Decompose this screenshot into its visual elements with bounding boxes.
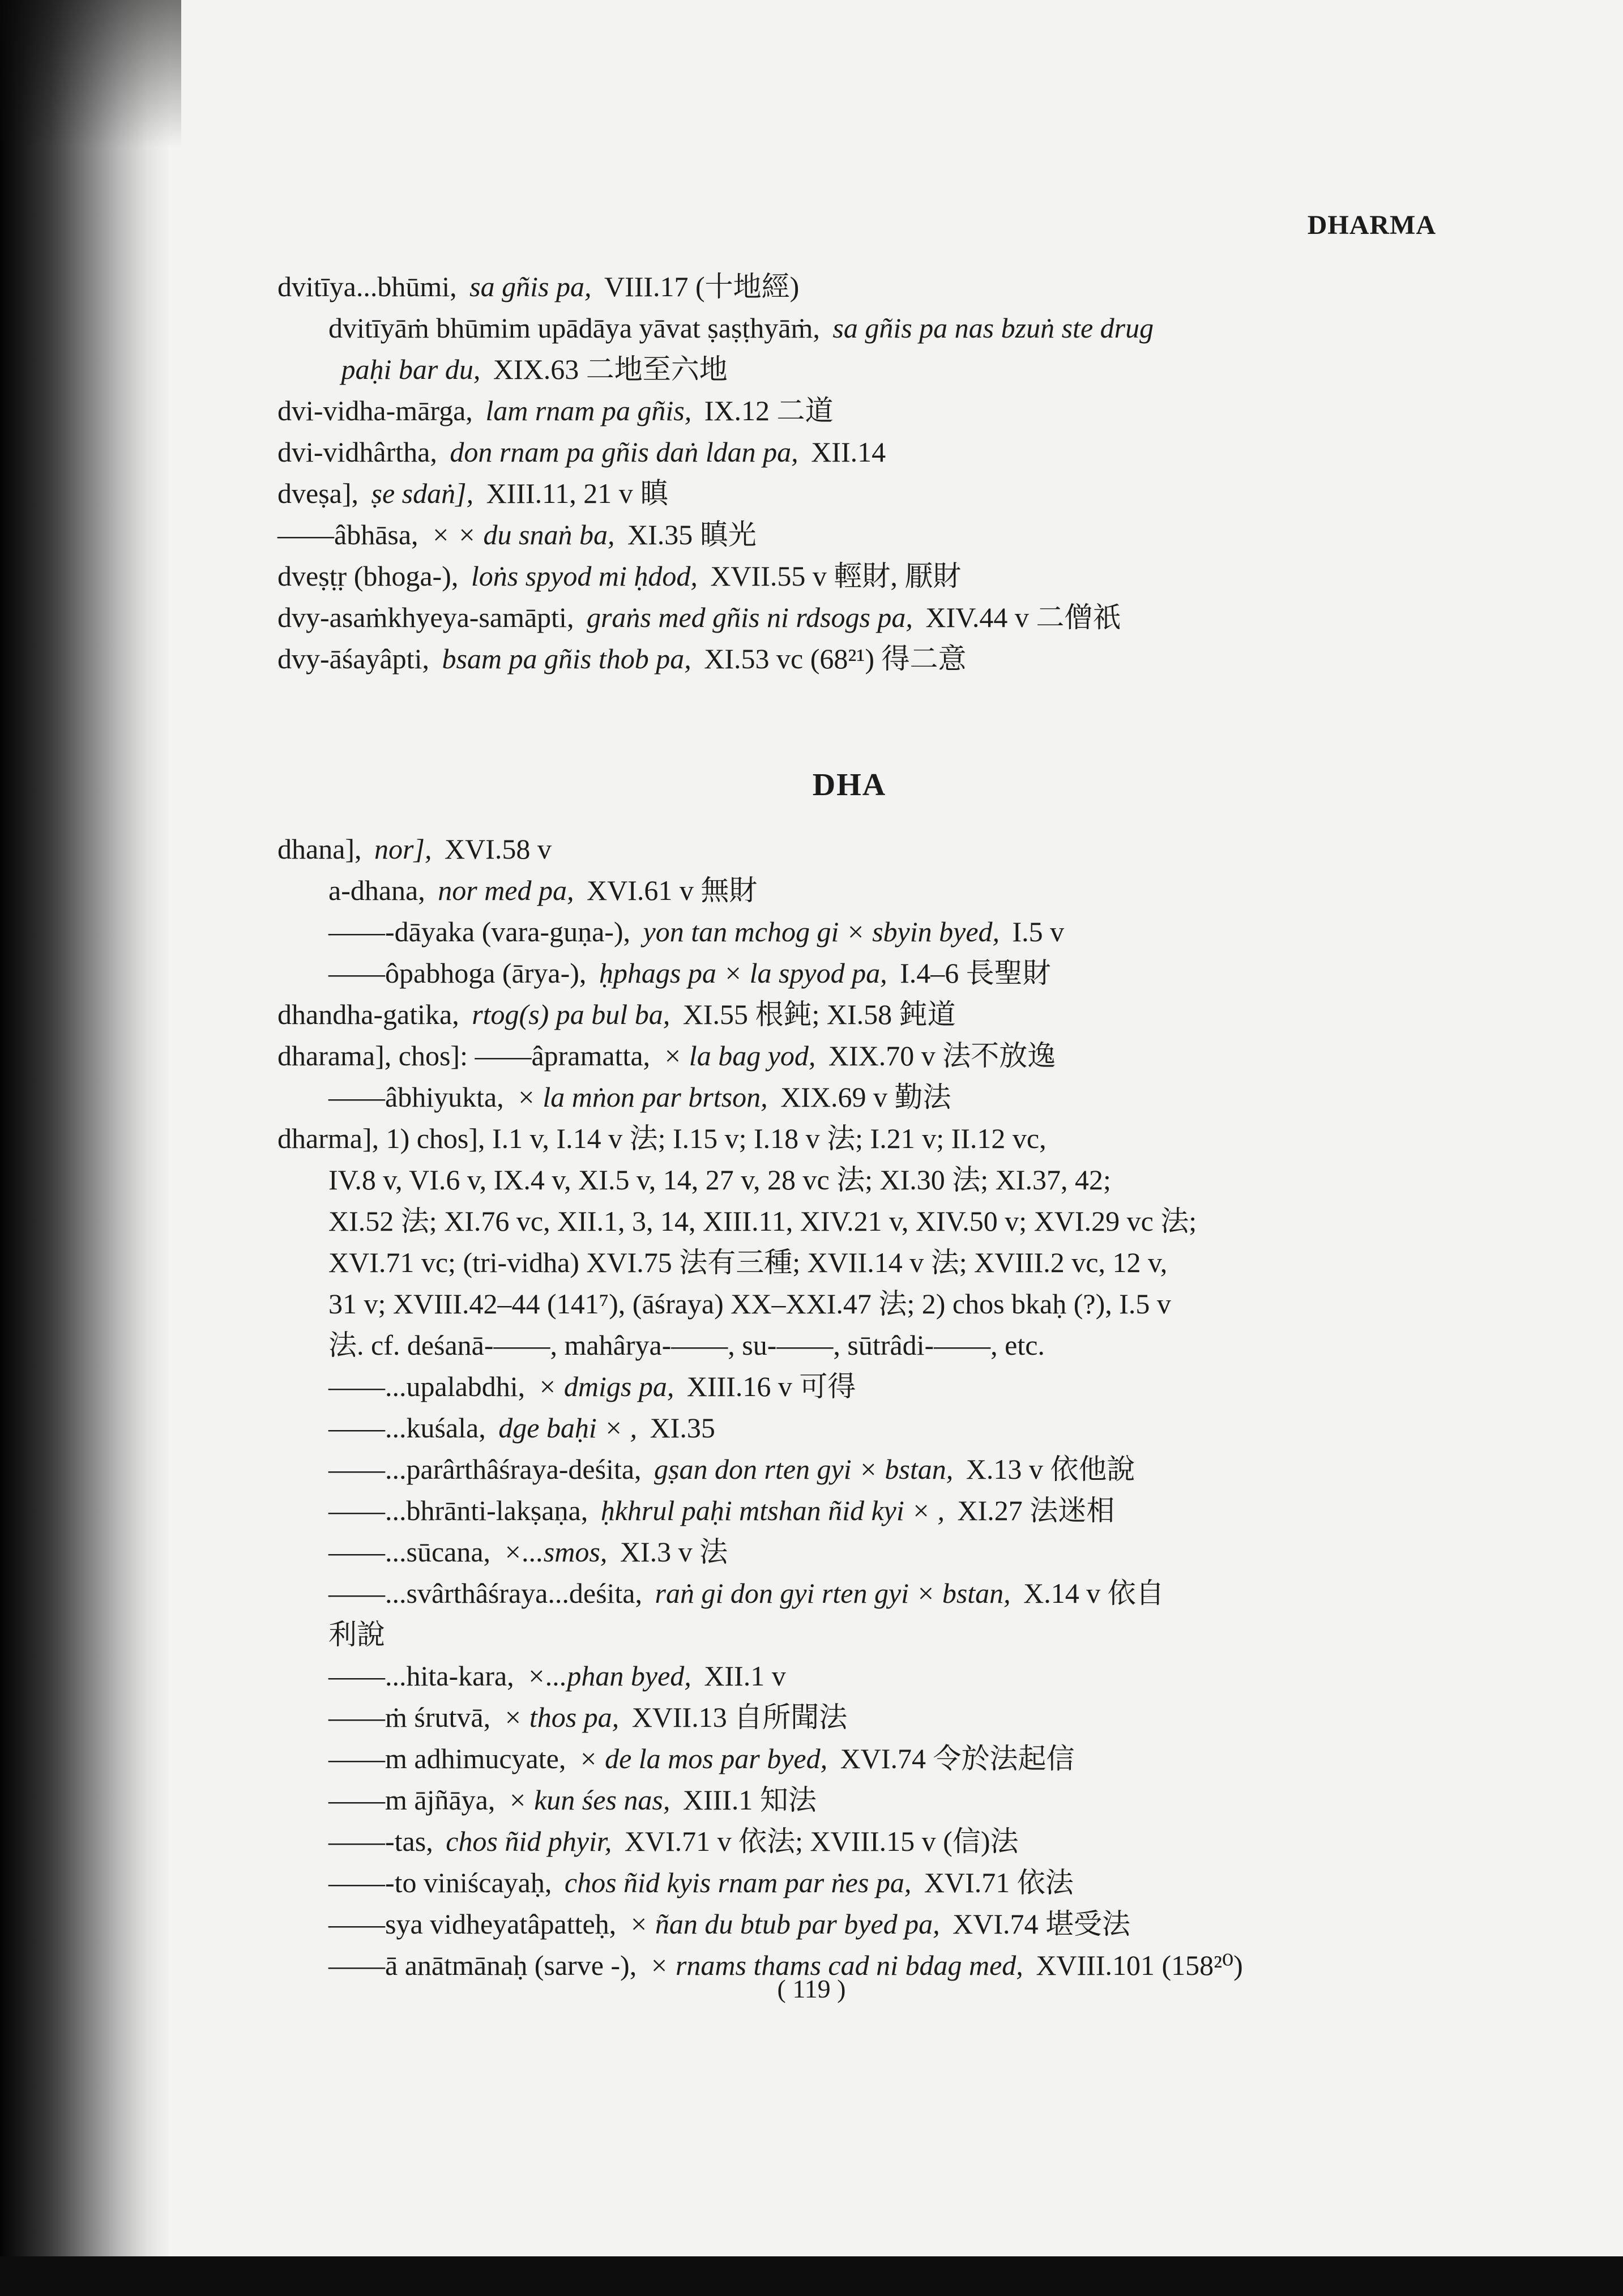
dictionary-entry: [277, 597, 1421, 638]
entry-reference: XI.27 法迷相: [957, 1495, 1115, 1526]
dharma-line: IV.8 v, VI.6 v, IX.4 v, XI.5 v, 14, 27 v, 28 vc 法; XI.30 法; XI.37, 42;: [328, 1164, 1111, 1196]
entry-headword: ——-dāyaka (vara-guṇa-),: [328, 916, 631, 948]
entry-reference: XIV.44 v 二僧祇: [925, 601, 1121, 633]
entry-reference: XVI.61 v 無財: [587, 874, 758, 906]
entry-reference: XIII.11, 21 v 瞋: [486, 477, 669, 509]
entry-tibetan: ×...smos,: [503, 1536, 608, 1568]
dha-entries-c: [277, 1655, 1421, 1986]
entry-tibetan: × kun śes nas,: [507, 1784, 670, 1816]
dictionary-entry: [277, 266, 1421, 308]
entry-headword: ——âbhāsa,: [277, 519, 418, 550]
entry-tibetan: loṅs spyod mi ḥdod,: [471, 560, 698, 592]
entry-headword: ——...parârthâśraya-deśita,: [328, 1453, 642, 1485]
dharma-line: XVI.71 vc; (tri-vidha) XVI.75 法有三種; XVII.14 v 法; XVIII.2 vc, 12 v,: [328, 1247, 1168, 1278]
dictionary-entry: [277, 1366, 1421, 1407]
entry-tibetan: ṣe sdaṅ],: [371, 477, 474, 509]
entry-reference: XVII.55 v 輕財, 厭財: [710, 560, 962, 592]
continuation-line: 利說: [328, 1619, 385, 1650]
dictionary-entry: [277, 390, 1421, 432]
entry-headword: dhana],: [277, 833, 362, 865]
entry-reference: XI.3 v 法: [620, 1536, 728, 1568]
entry-reference: XII.1 v: [704, 1660, 786, 1692]
dictionary-entry: [277, 1035, 1421, 1077]
entry-reference: XVII.13 自所聞法: [631, 1701, 848, 1733]
entry-reference: X.14 v 依自: [1023, 1577, 1164, 1609]
entry-headword: dveṣṭṛ (bhoga-),: [277, 560, 459, 592]
dictionary-entry: [277, 514, 1421, 556]
entry-headword: dvi-vidhârtha,: [277, 436, 437, 468]
entry-reference: I.4–6 長聖財: [900, 957, 1051, 989]
entry-tibetan: rtog(s) pa bul ba,: [472, 998, 670, 1030]
dictionary-entry: [277, 473, 1421, 514]
entry-headword: ——...bhrānti-lakṣaṇa,: [328, 1495, 588, 1526]
dictionary-entry: [277, 556, 1421, 597]
entry-reference: XI.35 瞋光: [627, 519, 757, 550]
entry-reference: XII.14: [811, 436, 886, 468]
dictionary-entry: [277, 1655, 1421, 1697]
dictionary-entry: [277, 1779, 1421, 1821]
entry-headword: ——ôpabhoga (ārya-),: [328, 957, 587, 989]
dictionary-entry: [277, 1904, 1421, 1945]
entry-tibetan: × la bag yod,: [663, 1040, 816, 1072]
entry-tibetan: lam rnam pa gñis,: [485, 395, 692, 426]
entry-reference: XIX.69 v 勤法: [780, 1081, 951, 1113]
dictionary-entry: [277, 1862, 1421, 1904]
entry-tibetan: chos ñid kyis rnam par ṅes pa,: [564, 1867, 912, 1898]
entry-reference: XI.55 根鈍; XI.58 鈍道: [682, 998, 956, 1030]
entry-reference: XVI.74 令於法起信: [840, 1743, 1075, 1774]
dictionary-entry: [277, 1697, 1421, 1738]
dictionary-page-body: [277, 266, 1421, 1986]
entry-headword: ——m ājñāya,: [328, 1784, 496, 1816]
dictionary-entry: [277, 911, 1421, 953]
entry-headword: ——...sūcana,: [328, 1536, 491, 1568]
entry-tibetan: sa gñis pa nas bzuṅ ste drug: [832, 312, 1154, 344]
dictionary-entry: [277, 994, 1421, 1035]
dictionary-entry: [277, 1573, 1421, 1614]
entry-headword: ——...svârthâśraya...deśita,: [328, 1577, 643, 1609]
entry-reference: I.5 v: [1012, 916, 1065, 948]
dictionary-entry: [277, 870, 1421, 911]
dictionary-entry: [277, 1738, 1421, 1779]
entry-headword: ——ā anātmānaḥ (sarve -),: [328, 1949, 637, 1981]
entry-tibetan: ×...phan byed,: [527, 1660, 691, 1692]
dictionary-entry: [277, 829, 1421, 870]
entry-headword: ——sya vidheyatâpatteḥ,: [328, 1908, 617, 1940]
dharma-line: 31 v; XVIII.42–44 (141⁷), (āśraya) XX–XXI.47 法; 2) chos bkaḥ (?), I.5 v: [328, 1288, 1171, 1320]
dictionary-entry: [277, 1490, 1421, 1531]
entry-tibetan: × rnams thams cad ni bdag med,: [649, 1949, 1023, 1981]
entry-reference: XIII.1 知法: [682, 1784, 817, 1816]
entry-tibetan: graṅs med gñis ni rdsogs pa,: [586, 601, 913, 633]
entry-tibetan: ḥphags pa × la spyod pa,: [599, 957, 887, 989]
entry-tibetan: gṣan don rten gyi × bstan,: [654, 1453, 954, 1485]
dha-entries-b: [277, 1366, 1421, 1614]
entry-headword: ——-to viniścayaḥ,: [328, 1867, 552, 1898]
dictionary-entry: [277, 1821, 1421, 1862]
entry-tibetan: bsam pa gñis thob pa,: [442, 643, 691, 675]
entry-reference: XVI.71 v 依法; XVIII.15 v (信)法: [624, 1825, 1019, 1857]
dharma-line: dharma], 1) chos], I.1 v, I.14 v 法; I.15 v; I.18 v 法; I.21 v; II.12 vc,: [277, 1123, 1047, 1154]
entry-headword: dvitīyāṁ bhūmim upādāya yāvat ṣaṣṭhyāṁ,: [328, 312, 820, 344]
entry-reference: XI.35: [650, 1412, 715, 1444]
entry-reference: XIX.70 v 法不放逸: [828, 1040, 1056, 1072]
entry-tibetan: sa gñis pa,: [469, 271, 592, 302]
entry-headword: dveṣa],: [277, 477, 358, 509]
entry-tibetan: × la mṅon par brtson,: [516, 1081, 768, 1113]
entry-tibetan: × ñan du btub par byed pa,: [629, 1908, 940, 1940]
entry-tibetan: nor],: [374, 833, 432, 865]
dictionary-entry: [277, 638, 1421, 680]
entry-headword: dvy-āśayâpti,: [277, 643, 429, 675]
entry-headword: dhandha-gatika,: [277, 998, 459, 1030]
scan-bottom-edge: [0, 2256, 1623, 2296]
dictionary-entry: [277, 349, 1421, 390]
dharma-entry: [277, 1118, 1421, 1366]
entry-reference: XVI.74 堪受法: [953, 1908, 1131, 1940]
dictionary-entry: [277, 1077, 1421, 1118]
dharma-line: XI.52 法; XI.76 vc, XII.1, 3, 14, XIII.11, XIV.21 v, XIV.50 v; XVI.29 vc 法;: [328, 1205, 1197, 1237]
dha-entries-a: [277, 829, 1421, 1118]
dharma-line: 法. cf. deśanā-——, mahârya-——, su-——, sūtrâdi-——, etc.: [328, 1329, 1045, 1361]
dictionary-entry: [277, 308, 1421, 349]
entry-tibetan: × dmigs pa,: [537, 1371, 674, 1402]
entry-reference: XIX.63 二地至六地: [493, 353, 728, 385]
entry-reference: XIII.16 v 可得: [686, 1371, 856, 1402]
entry-headword: ——ṁ śrutvā,: [328, 1701, 491, 1733]
entry-reference: IX.12 二道: [704, 395, 834, 426]
entry-tibetan: don rnam pa gñis daṅ ldan pa,: [450, 436, 798, 468]
entry-headword: ——m adhimucyate,: [328, 1743, 566, 1774]
entry-tibetan: yon tan mchog gi × sbyin byed,: [643, 916, 1000, 948]
entry-headword: ——-tas,: [328, 1825, 433, 1857]
entry-headword: dvy-asaṁkhyeya-samāpti,: [277, 601, 574, 633]
entry-headword: ——...upalabdhi,: [328, 1371, 526, 1402]
entry-reference: XVI.58 v: [444, 833, 552, 865]
entry-tibetan: chos ñid phyir,: [446, 1825, 612, 1857]
running-header: DHARMA: [1307, 210, 1436, 240]
entry-reference: XVI.71 依法: [924, 1867, 1074, 1898]
section-heading: DHA: [812, 767, 887, 803]
entry-tibetan: × × du snaṅ ba,: [431, 519, 615, 550]
entry-tibetan: dge baḥi × ,: [498, 1412, 638, 1444]
entry-tibetan: × de la mos par byed,: [578, 1743, 828, 1774]
scan-edge-shadow: [0, 0, 170, 2296]
top-entries: [277, 266, 1421, 680]
dictionary-entry: [277, 1407, 1421, 1449]
dictionary-entry: [277, 1531, 1421, 1573]
entry-headword: dharama], chos]: ——âpramatta,: [277, 1040, 651, 1072]
entry-reference: VIII.17 (十地經): [604, 271, 800, 302]
dictionary-entry: [277, 432, 1421, 473]
entry-tibetan: raṅ gi don gyi rten gyi × bstan,: [655, 1577, 1011, 1609]
entry-tibetan: × thos pa,: [503, 1701, 620, 1733]
entry-headword: ——...hita-kara,: [328, 1660, 514, 1692]
entry-reference: X.13 v 依他說: [966, 1453, 1135, 1485]
entry-reference: XI.53 vc (68²¹) 得二意: [704, 643, 967, 675]
entry-headword: a-dhana,: [328, 874, 425, 906]
entry-tibetan: ḥkhrul paḥi mtshan ñid kyi × ,: [600, 1495, 945, 1526]
entry-tibetan: nor med pa,: [438, 874, 574, 906]
entry-headword: ——...kuśala,: [328, 1412, 486, 1444]
entry-headword: ——âbhiyukta,: [328, 1081, 504, 1113]
scan-corner-shadow: [0, 0, 181, 147]
entry-tibetan: paḥi bar du,: [341, 353, 481, 385]
dictionary-entry: [277, 953, 1421, 994]
entry-reference: XVIII.101 (158²⁰): [1036, 1949, 1243, 1981]
dictionary-entry: [277, 1449, 1421, 1490]
page-number: ( 119 ): [777, 1974, 846, 2003]
entry-headword: dvi-vidha-mārga,: [277, 395, 473, 426]
entry-headword: dvitīya...bhūmi,: [277, 271, 457, 302]
